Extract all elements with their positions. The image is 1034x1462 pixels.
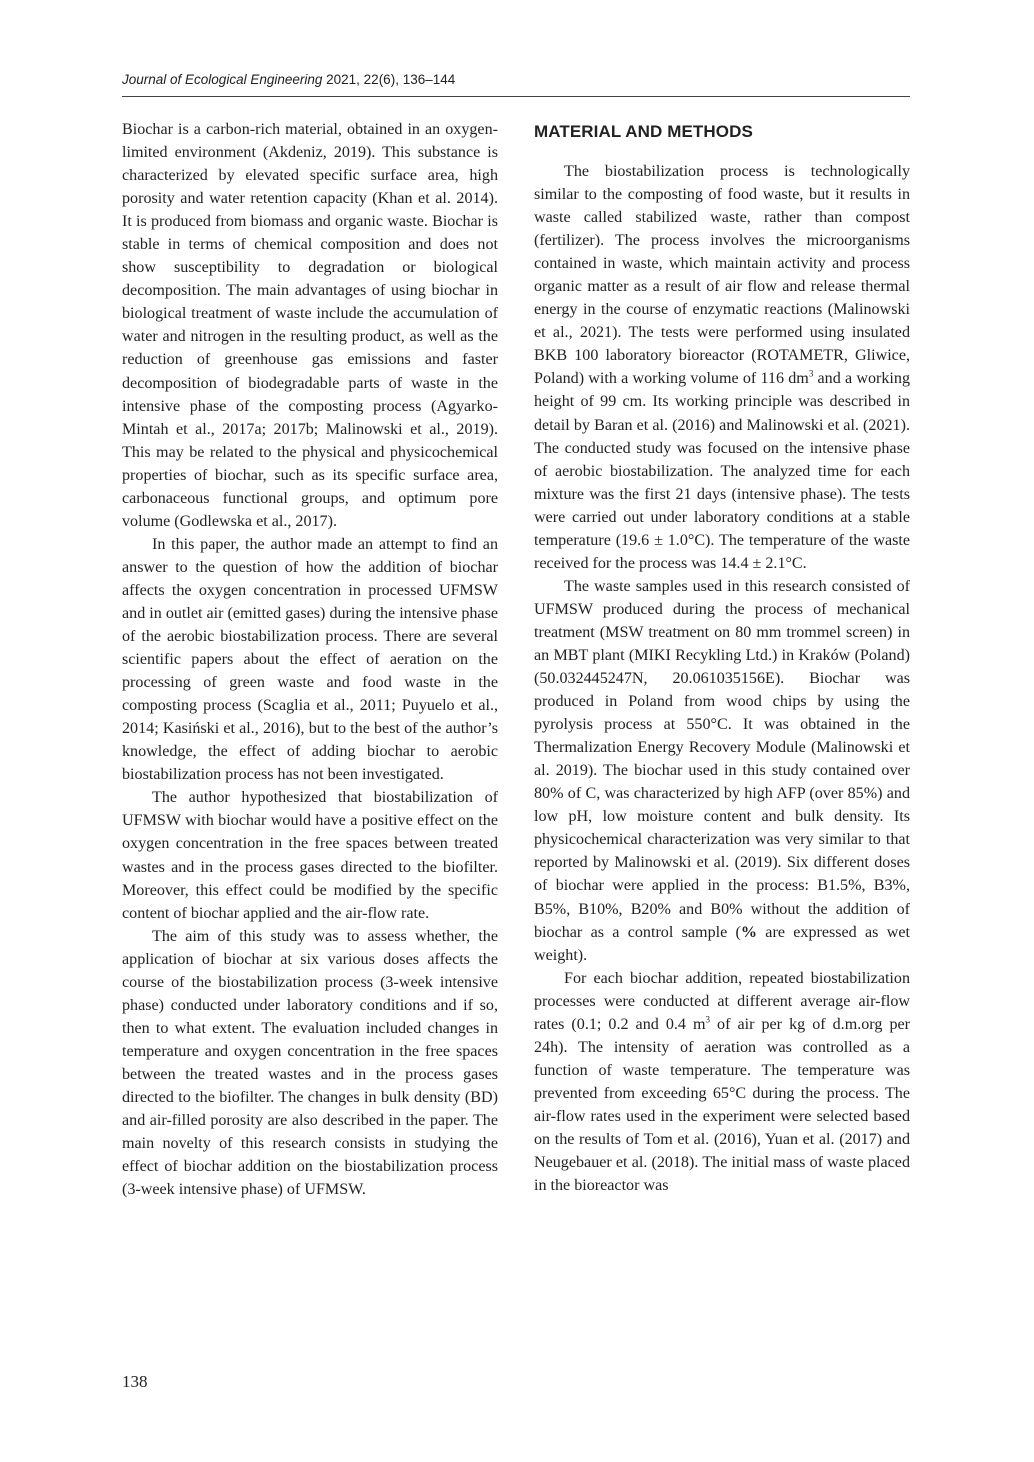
- methods-p1-text-a: The biostabilization process is technologically similar to the composting of food waste, but it results in waste called stabilized waste, rather than compost (fertilizer). The process involves the microorganisms contained in waste, which maintain activity and process organic matter as a result of air flow and release thermal energy in the course of enzymatic reactions (Malinowski et al., 2021). The tests were performed using insulated BKB 100 laboratory bioreactor (ROTAMETR, Gliwice, Poland) with a working volume of 116 dm: [534, 163, 910, 388]
- journal-name: Journal of Ecological Engineering: [122, 72, 323, 87]
- superscript-3: 3: [808, 369, 814, 380]
- intro-paragraph-1: Biochar is a carbon-rich material, obtained in an oxygen-limited environment (Akdeniz, 2019). This substance is characterized by elevated specific surface area, high porosity and water retention capacity (Khan et al. 2014). It is produced from biomass and organic waste. Biochar is stable in terms of chemical composition and does not show susceptibility to degradation or biological decomposition. The main advantages of using biochar in biological treatment of waste include the accumulation of water and nitrogen in the resulting product, as well as the reduction of greenhouse gas emissions and faster decomposition of biodegradable parts of waste in the intensive phase of the composting process (Agyarko-Mintah et al., 2017a; 2017b; Malinowski et al., 2019). This may be related to the physical and physicochemical properties of biochar, such as its specific surface area, carbonaceous functional groups, and optimum pore volume (Godlewska et al., 2017).: [122, 121, 498, 530]
- methods-paragraph-1: [534, 160, 910, 575]
- superscript-3: 3: [705, 1014, 710, 1025]
- methods-p2-text-a: The waste samples used in this research consisted of UFMSW produced during the process of mechanical treatment (MSW treatment on 80 mm trommel screen) in an MBT plant (MIKI Recykling Ltd.) in Kraków (Poland) (50.032445247N, 20.061035156E). Biochar was produced in Poland from wood chips by using the pyrolysis process at 550°C. It was obtained in the Thermalization Energy Recovery Module (Malinowski et al. 2019). The biochar used in this study contained over 80% of C, was characterized by high AFP (over 85%) and low pH, low moisture content and bulk density. Its physicochemical characterization was very similar to that reported by Malinowski et al. (2019). Six different doses of biochar were applied in the process: B1.5%, B3%, B5%, B10%, B20% and B0% without the addition of biochar as a control sample (: [534, 577, 910, 941]
- intro-paragraph-2: In this paper, the author made an attempt to find an answer to the question of how the addition of biochar affects the oxygen concentration in processed UFMSW and in outlet air (emitted gases) during the intensive phase of the aerobic biostabilization process. There are several scientific papers about the effect of aeration on the processing of green waste and food waste in the composting process (Scaglia et al., 2011; Puyuelo et al., 2014; Kasiński et al., 2016), but to the best of the author’s knowledge, the effect of adding biochar to aerobic biostabilization process has not been investigated.: [122, 535, 498, 784]
- page-number: 138: [122, 1372, 148, 1391]
- intro-paragraph-3: The author hypothesized that biostabilization of UFMSW with biochar would have a positive effect on the oxygen concentration in the free spaces between treated wastes and in the process gases directed to the biofilter. Moreover, this effect could be modified by the specific content of biochar applied and the air-flow rate.: [122, 789, 498, 922]
- percent-bold: %: [740, 923, 757, 941]
- methods-paragraph-2: [534, 575, 910, 967]
- methods-p2-text-b: are expressed as wet weight).: [534, 923, 910, 964]
- journal-citation: 2021, 22(6), 136–144: [322, 72, 456, 87]
- methods-p3-text-b: of air per kg of d.m.org per 24h). The intensity of aeration was controlled as a function of waste temperature. The temperature was prevented from exceeding 65°C during the process. The air-flow rates used in the experiment were selected based on the results of Tom et al. (2016), Yuan et al. (2017) and Neugebauer et al. (2018). The initial mass of waste placed in the bioreactor was: [534, 1015, 910, 1195]
- methods-p1-text-b: and a working height of 99 cm. Its working principle was described in detail by Baran et al. (2016) and Malinowski et al. (2021). The conducted study was focused on the intensive phase of aerobic biostabilization. The analyzed time for each mixture was the first 21 days (intensive phase). The tests were carried out under laboratory conditions at a stable temperature (19.6 ± 1.0°C). The temperature of the waste received for the process was 14.4 ± 2.1°C.: [534, 370, 910, 572]
- intro-paragraph-4: The aim of this study was to assess whether, the application of biochar at six various doses affects the course of the biostabilization process (3-week intensive phase) conducted under laboratory conditions and if so, then to what extent. The evaluation included changes in temperature and oxygen concentration in the free spaces between the treated wastes and in the process gases directed to the biofilter. The changes in bulk density (BD) and air-filled porosity are also described in the paper. The main novelty of this research consists in studying the effect of biochar addition on the biostabilization process (3-week intensive phase) of UFMSW.: [122, 927, 498, 1199]
- section-heading: MATERIAL AND METHODS: [534, 122, 753, 141]
- methods-p3-text-a: For each biochar addition, repeated biostabilization processes were conducted at different average air-flow rates (0.1; 0.2 and 0.4 m: [534, 969, 910, 1033]
- header-divider: [122, 96, 910, 97]
- right-column: [534, 118, 910, 1197]
- methods-paragraph-3: [534, 967, 910, 1197]
- running-header: [122, 72, 910, 87]
- left-column: [122, 118, 498, 1201]
